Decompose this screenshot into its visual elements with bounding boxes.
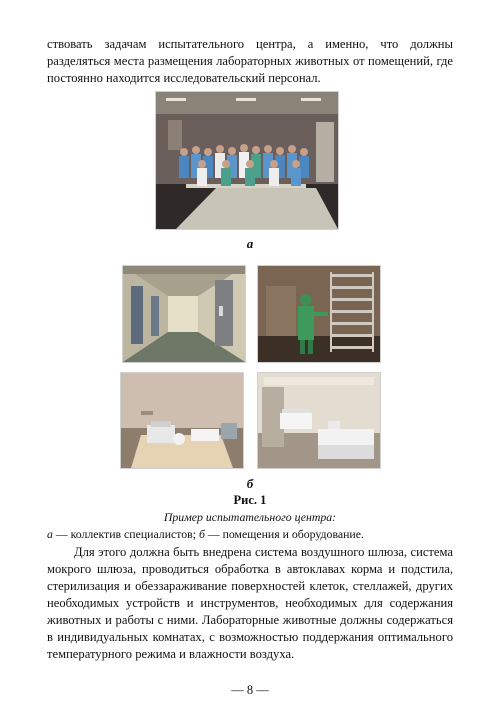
figure-subtitle: Пример испытательного центра: [163, 510, 337, 524]
bottom-paragraph: Для этого должна быть внедрена система воздушного шлюза, система мокрого шлюза, проводиться обработка в автоклавах корма и подстила, стерилизация и обеззараживание поверхностей клеток, стеллажей, других необходимых устройств и инструментов, необходимых для содержания животных и работы с ними. Лабораторные животные должны содержаться в индивидуальных комнатах, с возможностью поддержания оптимального температурного режима и влажности воздуха. [47, 545, 453, 661]
legend-a-text: — коллектив специалистов; [52, 527, 199, 541]
page-number: — 8 — [231, 683, 269, 697]
top-paragraph: ствовать задачам испытательного центра, а именно, что должны разделяться места размещения лабораторных животных от помещений, где постоянно находится исследовательский персонал. [47, 37, 453, 85]
legend-b-text: — помещения и оборудование. [204, 527, 364, 541]
photo-lab-room [258, 373, 380, 468]
legend-a-letter: а [47, 527, 53, 541]
figure-label-b: б [246, 476, 254, 491]
figure-legend [47, 527, 453, 542]
figure-label-a: а [246, 236, 254, 251]
legend-b-letter: б [198, 527, 205, 541]
figure-title: Рис. 1 [233, 493, 267, 507]
photo-corridor [123, 266, 245, 362]
photo-team [156, 92, 338, 229]
photo-lab-equipment [121, 373, 243, 468]
photo-racks [258, 266, 380, 362]
